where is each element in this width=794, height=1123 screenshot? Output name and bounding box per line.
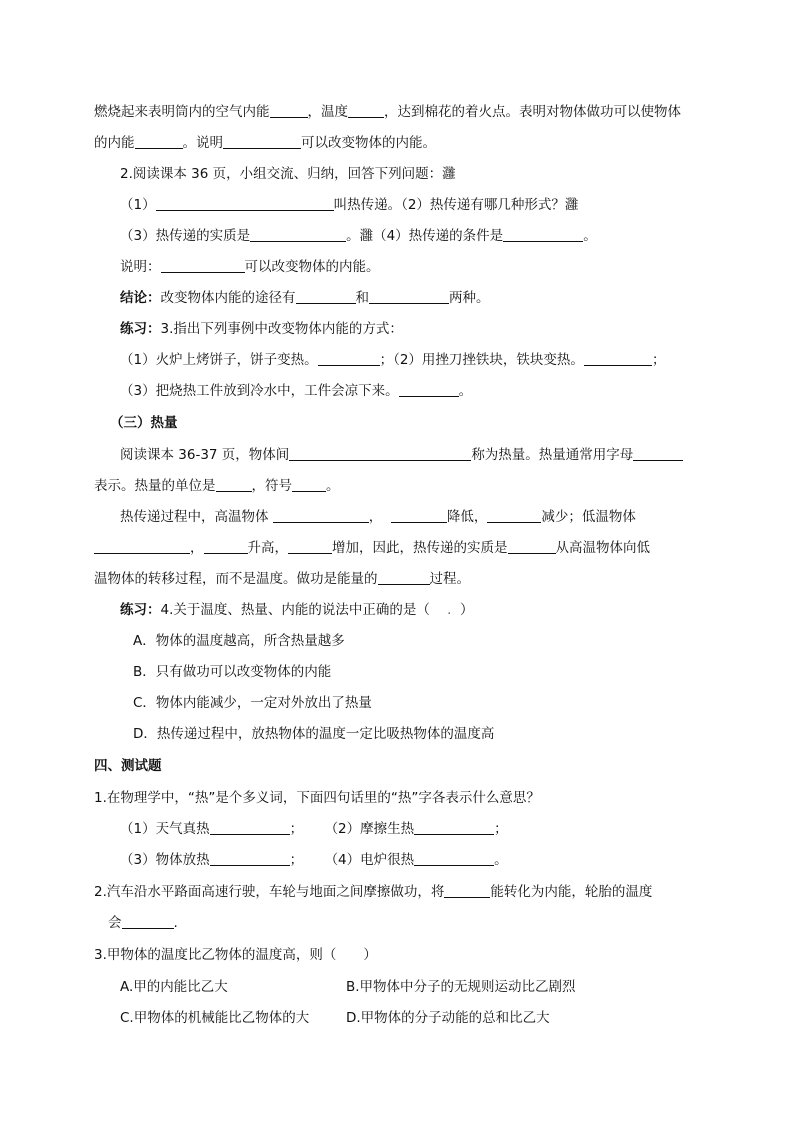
- text: 1.在物理学中，“热”是个多义词，下面四句话里的“热”字各表示什么意思？: [94, 790, 540, 806]
- test-q3-option-d: [346, 1008, 550, 1028]
- text: 4.关于温度、热量、内能的说法中正确的是（: [160, 602, 430, 618]
- text: ；: [289, 821, 304, 837]
- paragraph-line: [120, 507, 636, 527]
- text: ，: [368, 509, 383, 525]
- text: 。: [583, 228, 597, 244]
- text: （3）把烧热工件放到冷水中，工件会凉下来。: [120, 383, 399, 399]
- text: 。: [458, 383, 473, 399]
- text: ；: [494, 821, 508, 837]
- text: 可以改变物体的内能。: [244, 259, 380, 275]
- blank: [487, 508, 541, 523]
- paragraph-line: [94, 102, 681, 122]
- text: 过程。: [429, 571, 470, 587]
- test-question-2: [94, 882, 652, 902]
- blank: [414, 851, 494, 866]
- exercise-3-items: [120, 350, 665, 370]
- text: 能转化为内能，轮胎的温度: [490, 884, 653, 900]
- blank: [223, 134, 301, 149]
- text: 两种。: [449, 290, 490, 306]
- text: ；（2）用挫刀挫铁块，铁块变热。: [379, 352, 584, 368]
- text: ，温度: [307, 104, 348, 120]
- test-q3-option-c: [120, 1008, 309, 1028]
- blank: [161, 258, 245, 273]
- test-q3-option-a: [120, 977, 228, 997]
- text: ）: [459, 602, 474, 618]
- paragraph-line: [94, 476, 340, 496]
- text: 从高温物体向低: [555, 540, 650, 556]
- blank: [94, 539, 190, 554]
- text: （3）物体放热: [120, 852, 210, 868]
- option-b: [133, 662, 331, 682]
- text: C．物体内能减少，一定对外放出了热量: [133, 695, 372, 711]
- text: 增加，因此，热传递的实质是: [332, 540, 508, 556]
- question-2-item-1: [120, 195, 578, 215]
- text: 降低，: [446, 509, 488, 525]
- paragraph-line: [94, 569, 470, 589]
- paragraph-line: [94, 538, 650, 558]
- blank: [210, 851, 290, 866]
- exercise-label: 练习：: [120, 321, 161, 337]
- text: （1）天气真热: [120, 821, 210, 837]
- text: C.甲物体的机械能比乙物体的大: [120, 1010, 310, 1026]
- text: .: [173, 915, 178, 931]
- blank: [391, 508, 447, 523]
- explain-line: [120, 257, 380, 277]
- test-q3-option-b: [346, 977, 576, 997]
- blank: [156, 196, 334, 211]
- blank: [508, 539, 556, 554]
- text: 3.指出下列事例中改变物体内能的方式：: [160, 321, 403, 337]
- blank: [210, 820, 290, 835]
- test-question-3: [94, 945, 377, 965]
- text: 2.阅读课本 36 页，小组交流、归纳，回答下列问题：灉: [120, 166, 456, 182]
- blank: [270, 103, 308, 118]
- heading-text: 四、测试题: [94, 758, 162, 774]
- text: （4）电炉很热: [324, 852, 415, 868]
- exercise-label: 练习：: [120, 602, 161, 618]
- conclusion-line: [120, 288, 490, 308]
- blank: [399, 382, 459, 397]
- text: 3.甲物体的温度比乙物体的温度高，则（ ）: [94, 947, 377, 963]
- text: 。灉（4）热传递的条件是: [346, 228, 504, 244]
- text: 热传递过程中，高温物体: [120, 509, 269, 525]
- exercise-4: [120, 600, 473, 620]
- text: B．只有做功可以改变物体的内能: [133, 664, 332, 680]
- text: A.甲的内能比乙大: [120, 979, 228, 995]
- conclusion-label: 结论：: [120, 290, 161, 306]
- blank: [122, 914, 174, 929]
- text: 减少；低温物体: [541, 509, 636, 525]
- text: ，: [190, 540, 204, 556]
- text: 2.汽车沿水平路面高速行驶，车轮与地面之间摩擦做功，将: [94, 884, 445, 900]
- question-2: [120, 164, 456, 184]
- test-question-2-cont: [108, 913, 178, 933]
- option-d: [133, 724, 494, 744]
- text: （1）: [120, 197, 156, 213]
- option-a: [133, 631, 345, 651]
- test-q1-row-1: [120, 819, 508, 839]
- blank: [378, 570, 430, 585]
- paragraph-line: [94, 133, 436, 153]
- text: 表示。热量的单位是: [94, 478, 216, 494]
- blank: [503, 227, 583, 242]
- test-question-1: [94, 788, 540, 808]
- text: ；: [651, 352, 666, 368]
- text: 阅读课本 36-37 页，物体间: [120, 447, 290, 463]
- text: 和: [355, 290, 369, 306]
- text: B.甲物体中分子的无规则运动比乙剧烈: [346, 979, 576, 995]
- blank: [348, 103, 384, 118]
- section-heading-test: [94, 756, 162, 776]
- text: 温物体的转移过程，而不是温度。做功是能量的: [94, 571, 378, 587]
- text: 说明：: [120, 259, 161, 275]
- text: 燃烧起来表明筒内的空气内能: [94, 104, 270, 120]
- text: 的内能: [94, 135, 135, 151]
- blank: [289, 446, 471, 461]
- text: （2）摩擦生热: [324, 821, 415, 837]
- heading-text: （三）热量: [110, 415, 178, 431]
- text: D．热传递过程中，放热物体的温度一定比吸热物体的温度高: [133, 726, 495, 742]
- test-q1-row-2: [120, 850, 508, 870]
- exercise-3-item-3: [120, 381, 472, 401]
- blank: [273, 508, 369, 523]
- text: ，达到棉花的着火点。表明对物体做功可以使物体: [384, 104, 681, 120]
- blank: [584, 351, 652, 366]
- blank: [216, 477, 252, 492]
- blank: [414, 820, 494, 835]
- text: （3）热传递的实质是: [120, 228, 251, 244]
- text: ；: [289, 852, 304, 868]
- blank: [204, 539, 248, 554]
- blank: [292, 477, 326, 492]
- blank: [318, 351, 380, 366]
- exercise-3: [120, 319, 403, 339]
- option-c: [133, 693, 372, 713]
- text: 叫热传递。（2）热传递有哪几种形式？灉: [333, 197, 579, 213]
- blank: [296, 289, 356, 304]
- blank: [633, 446, 683, 461]
- text: 。: [326, 478, 340, 494]
- section-heading-heat: [110, 413, 178, 433]
- text: 可以改变物体的内能。: [301, 135, 436, 151]
- blank: [444, 883, 490, 898]
- text: 。: [494, 852, 508, 868]
- text: 称为热量。热量通常用字母: [471, 447, 634, 463]
- text: 会: [108, 915, 122, 931]
- paragraph-line: [120, 445, 683, 465]
- blank: [135, 134, 183, 149]
- text: D.甲物体的分子动能的总和比乙大: [346, 1010, 550, 1026]
- text: 改变物体内能的途径有: [160, 290, 296, 306]
- text: 。说明: [182, 135, 223, 151]
- blank: [250, 227, 346, 242]
- text: 升高，: [247, 540, 288, 556]
- dot-mark: .: [447, 602, 452, 618]
- text: （1）火炉上烤饼子，饼子变热。: [120, 352, 318, 368]
- question-2-item-3: [120, 226, 597, 246]
- blank: [369, 289, 449, 304]
- text: ，符号: [251, 478, 292, 494]
- blank: [288, 539, 332, 554]
- text: A．物体的温度越高，所含热量越多: [133, 633, 345, 649]
